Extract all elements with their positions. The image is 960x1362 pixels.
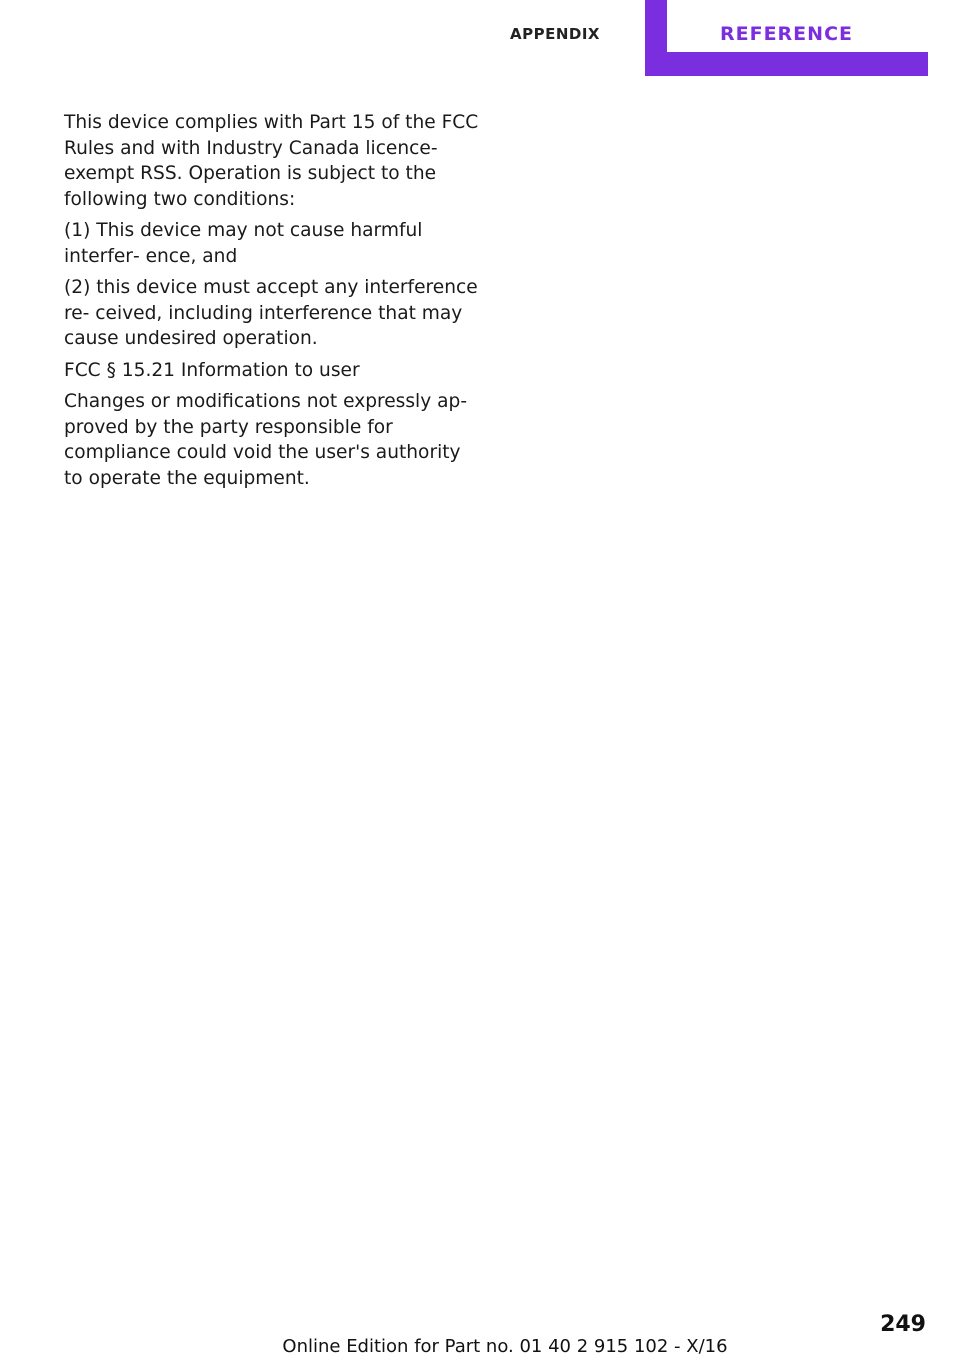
chapter-tab-label: REFERENCE: [719, 23, 853, 45]
paragraph: Changes or modifications not expressly ap‐ proved by the party responsible for compliance could void the user's authority to operate the equipment.: [64, 391, 468, 489]
chapter-tab: [645, 0, 928, 76]
page-number: 249: [880, 1312, 926, 1337]
edition-footer: [0, 1336, 960, 1357]
paragraph: FCC § 15.21 Information to user: [64, 359, 360, 381]
paragraph: This device complies with Part 15 of the FCC Rules and with Industry Canada licence-exempt RSS. Operation is subject to the following two conditions:: [64, 112, 479, 210]
edition-text: Online Edition for Part no. 01 40 2 915 102 - X/16: [282, 1336, 728, 1357]
paragraph: (1) This device may not cause harmful interfer‐ ence, and: [64, 220, 423, 267]
body-text: [64, 110, 484, 497]
paragraph: (2) this device must accept any interference re‐ ceived, including interference that may cause undesired operation.: [64, 277, 478, 349]
header-section-label: APPENDIX: [510, 25, 600, 43]
